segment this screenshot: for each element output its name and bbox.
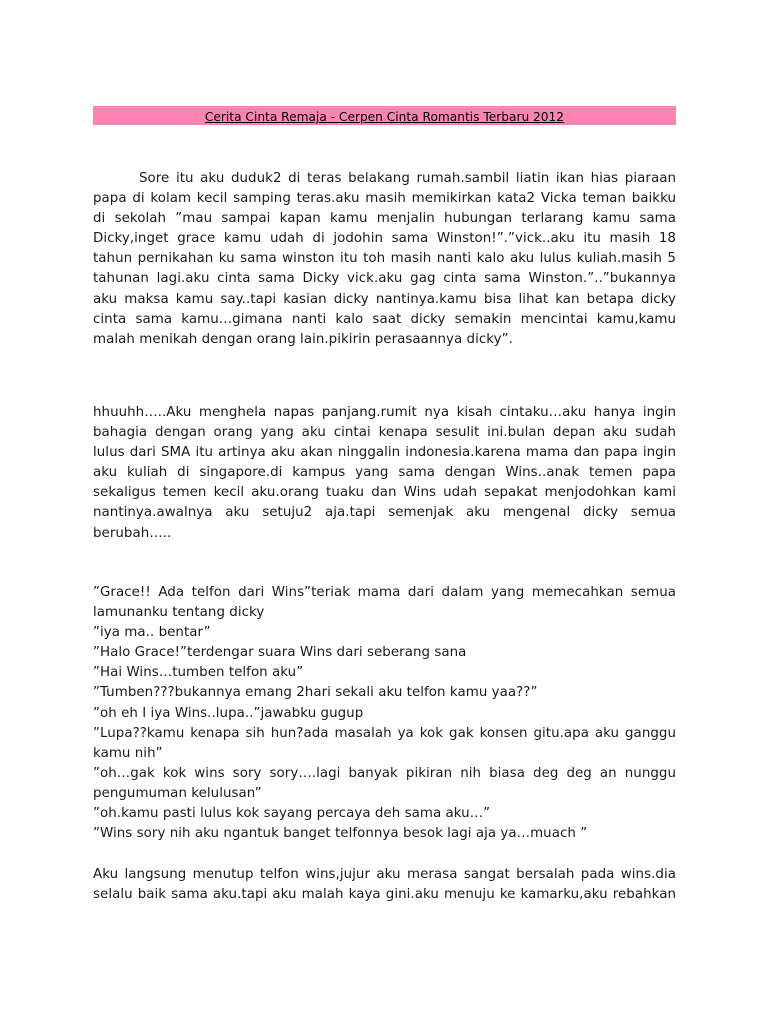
text-line: Aku langsung menutup telfon wins,jujur aku merasa sangat bersalah pada wins.dia xyxy=(93,867,676,882)
text-line: pengumuman kelulusan” xyxy=(93,785,262,801)
text-line: malah menikah dengan orang lain.pikirin perasaannya dicky”. xyxy=(93,331,513,347)
text-line: hhuuhh…..Aku menghela napas panjang.rumit nya kisah cintaku…aku hanya ingin xyxy=(93,405,676,420)
text-line: Dicky,inget grace kamu udah di jodohin sama Winston!”.”vick..aku itu masih 18 xyxy=(93,231,676,247)
text-line: Sore itu aku duduk2 di teras belakang rumah.sambil liatin ikan hias piaraan xyxy=(139,171,676,186)
text-line: nantinya.awalnya aku setuju2 aja.tapi semenjak aku mengenal dicky semua xyxy=(93,505,676,521)
text-line: ”oh eh I iya Wins..lupa..”jawabku gugup xyxy=(93,705,364,721)
text-line: berubah….. xyxy=(93,525,172,541)
paragraph-3 xyxy=(93,583,676,844)
paragraph-2 xyxy=(93,403,676,544)
text-line: ”Halo Grace!”terdengar suara Wins dari seberang sana xyxy=(93,645,467,661)
text-line: aku maksa kamu say..tapi kasian dicky nantinya.kamu bisa lihat kan betapa dicky xyxy=(93,291,676,307)
title-banner xyxy=(93,106,676,125)
text-line: lulus dari SMA itu artinya aku akan ninggalin indonesia.karena mama dan papa ingin xyxy=(93,445,676,461)
text-line: ”oh…gak kok wins sory sory….lagi banyak pikiran nih biasa deg deg an nunggu xyxy=(93,765,676,781)
text-line: papa di kolam kecil samping teras.aku masih memikirkan kata2 Vicka teman baikku xyxy=(93,191,676,207)
text-line: cinta sama kamu…gimana nanti kalo saat dicky semakin mencintai kamu,kamu xyxy=(93,311,676,327)
document-page xyxy=(93,0,676,1024)
text-line: tahunan lagi.aku cinta sama Dicky vick.aku gag cinta sama Winston.”..”bukannya xyxy=(93,271,676,287)
text-line: di sekolah ”mau sampai kapan kamu menjalin hubungan terlarang kamu sama xyxy=(93,211,676,227)
text-line: tahun pernikahan ku sama winston itu toh masih nanti kalo aku lulus kuliah.masih 5 xyxy=(93,251,676,267)
text-line: ”Lupa??kamu kenapa sih hun?ada masalah ya kok gak konsen gitu.apa aku ganggu xyxy=(93,725,676,741)
text-line: ”Tumben???bukannya emang 2hari sekali aku telfon kamu yaa??” xyxy=(93,685,538,701)
text-line: lamunanku tentang dicky xyxy=(93,605,265,621)
text-line: ”oh.kamu pasti lulus kok sayang percaya deh sama aku…” xyxy=(93,806,491,822)
paragraph-4 xyxy=(93,865,676,905)
text-line: ”iya ma.. bentar” xyxy=(93,625,211,641)
text-line: selalu baik sama aku.tapi aku malah kaya gini.aku menuju ke kamarku,aku rebahkan xyxy=(93,887,676,903)
text-line: ”Wins sory nih aku ngantuk banget telfonnya besok lagi aja ya…muach ” xyxy=(93,826,588,842)
title-link[interactable]: Cerita Cinta Remaja - Cerpen Cinta Romantis Terbaru 2012 xyxy=(204,110,565,124)
text-line: sekaligus temen kecil aku.orang tuaku dan Wins udah sepakat menjodohkan kami xyxy=(93,485,676,501)
text-line: ”Grace!! Ada telfon dari Wins”teriak mama dari dalam yang memecahkan semua xyxy=(93,585,676,600)
paragraph-1 xyxy=(93,169,676,350)
text-line: ”Hai Wins…tumben telfon aku” xyxy=(93,665,304,681)
text-line: aku kuliah di singapore.di kampus yang sama dengan Wins..anak temen papa xyxy=(93,465,676,481)
text-line: bahagia dengan orang yang aku cintai kenapa sesulit ini.bulan depan aku sudah xyxy=(93,425,676,441)
text-line: kamu nih” xyxy=(93,745,163,761)
